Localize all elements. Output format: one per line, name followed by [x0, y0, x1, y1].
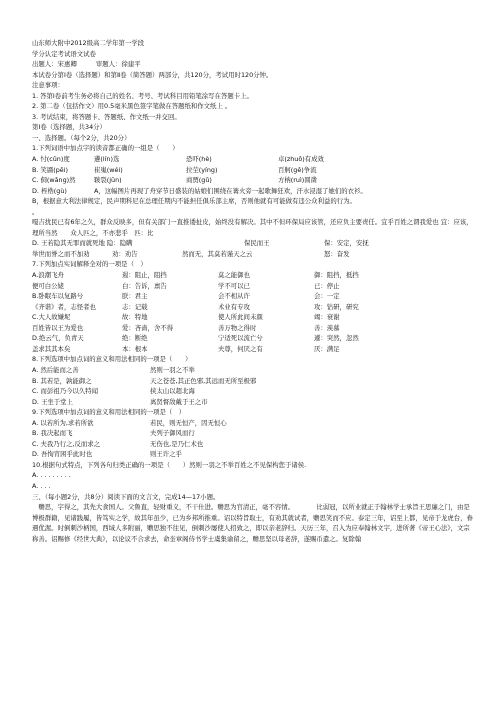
option-row — [32, 333, 474, 344]
option-row — [32, 428, 474, 439]
option-row — [32, 238, 474, 249]
option-row — [32, 449, 474, 460]
option-row — [32, 186, 474, 197]
reading-passage: 赡思，字得之，其先大食国人。父鲁直，轻财重义，不干仕进。赡思为官清正，毫不容情。 比弱冠，以所业就正于翰林学士承旨王思廉之门，由是博极群籍，见诸践履，皆笃实之学，故其年虽少，已为乡邦所推重。诏以特旨取士，有劝其就试者，赡思笑而不应。泰定三年，诏至上都，见帝于龙虎台，眷遇优渥。时倒刺沙柄国，西域人多附丽，赡思独不往见，倒刺沙屡使人招致之，即以亲老辞归。天历三年，召入为应奉翰林文字，进所著《帝王心法》，文宗称善。诏赐修《经世大典》，以论议不合求去，命奎章阁侍书学士虞集谕留之，赡思坚以母老辞，遂赐币遣之。复除翰 — [32, 503, 473, 543]
option-cell: A. 然后能而之善 — [32, 365, 79, 374]
option-cell: 会不相从许 — [218, 292, 250, 301]
statement-b: B，根据意大利法律规定，民声期科尼在总理任期内不能担任俱乐部主席，否则他就有可能做有违公众利益的行为。 — [32, 197, 356, 206]
option-cell: 已：停止 — [314, 281, 340, 290]
question-9: 9.下列选项中加点词的意义和用法相同的一项是（ ） — [32, 408, 186, 417]
answer-a-dots: A. . . . . . . . . — [32, 471, 71, 480]
option-cell: 保民而王 — [244, 239, 270, 248]
option-cell: C.大人故嫌坭 — [32, 313, 71, 322]
option-cell: 然而无，其莫若谨天之云 — [182, 249, 253, 258]
option-cell: 攻：钻研，研究 — [314, 302, 359, 311]
option-cell: B.卧眠车以复路兮 — [32, 292, 84, 301]
option-cell: 宁适死以流亡兮 — [218, 334, 263, 343]
option-cell: 卓(zhuō)有成效 — [278, 155, 324, 164]
option-cell: 便可白公姥 — [32, 281, 64, 290]
option-cell: 《齐谐》者，志怪者也 — [32, 302, 96, 311]
option-row — [32, 323, 474, 334]
option-cell: 莫之能御也 — [218, 271, 250, 280]
notes-heading: 注意事项： — [32, 81, 64, 90]
option-cell: 天之苍苍,其正色邪,其远而无所至极邪 — [150, 376, 257, 385]
option-cell: 无伤也,是乃仁术也 — [150, 439, 204, 448]
option-cell: 离贤督敌戴于王之市 — [150, 397, 208, 406]
option-row — [32, 418, 474, 429]
option-cell: 厌：满足 — [314, 344, 340, 353]
option-row — [32, 270, 474, 281]
option-cell: D.绝云气，负青天 — [32, 334, 84, 343]
question-1: 1.下列词语中加点字的读音都正确的一组是（ ） — [32, 144, 179, 153]
option-cell: 夫尊，何厌之有 — [218, 344, 263, 353]
option-cell: 商贾(gǔ) — [186, 176, 212, 185]
option-row — [32, 291, 474, 302]
answer-a-dots-short: A. . . . — [32, 481, 51, 490]
option-cell: 会：一定 — [314, 292, 340, 301]
option-cell: 夫列子御风而行 — [150, 429, 195, 438]
option-cell: B. 我决起而飞 — [32, 429, 73, 438]
option-cell: C. 而彭祖乃今以久特闻 — [32, 387, 99, 396]
option-cell: 挟太山以超北海 — [150, 387, 195, 396]
option-cell: 举世而誉之而不加劝 — [32, 249, 90, 258]
option-cell: A，这幅图片再现了舟穿节日盛装的姑娘们围绕在篝火旁一起歌舞狂欢，汗水浸湿了她们的衣衫。 — [94, 186, 367, 195]
option-row — [32, 439, 474, 450]
option-row — [32, 312, 474, 323]
option-cell: 若民，则无恒产，因无恒心 — [150, 418, 227, 427]
option-cell: 善：羡慕 — [314, 323, 340, 332]
note-1: 1. 答第Ⅰ卷前考生务必将自己的姓名、考号、考试科目用铅笔涂写在答题卡上。 — [32, 91, 253, 100]
question-10: 10.根据句式特点，下列各句归类正确的一项是（ ）然则一羽之不举百姓之不见保构您于诸侯. — [32, 460, 307, 469]
option-cell: D. 王若隐其无罪而就死地 隐：隐瞒 — [32, 239, 133, 248]
option-cell: B. 笑靥(pēi) — [32, 165, 68, 174]
option-row — [32, 365, 474, 376]
option-cell: C. 侗(wǎng)然 — [32, 176, 76, 185]
option-cell: 学不可以已 — [218, 281, 250, 290]
option-cell: 志：记载 — [122, 302, 148, 311]
option-cell: 皲裂(jūn) — [94, 176, 122, 185]
option-cell: 然则一羽之不举 — [150, 365, 195, 374]
section-three-heading: 三、（每小题2分，共8分）阅读下面的文言文，完成14—17小题。 — [32, 492, 220, 501]
option-cell: D. 桎梏(gù) — [32, 186, 67, 195]
option-row — [32, 165, 474, 176]
question-7: 7.下列加点实词解释全对的一项是（ ） — [32, 260, 147, 269]
option-cell: 故：特地 — [122, 313, 148, 322]
option-row — [32, 281, 474, 292]
option-cell: 绝：断绝 — [122, 334, 148, 343]
option-row — [32, 397, 474, 408]
option-cell: 御：阻挡，抵挡 — [314, 271, 359, 280]
option-cell: 遽：突然，忽然 — [314, 334, 359, 343]
option-cell: 朕：君主 — [122, 292, 148, 301]
option-cell: 白：告诉，禀告 — [122, 281, 167, 290]
option-cell: 遏：阻止，阻挡 — [122, 271, 167, 280]
option-row — [32, 302, 474, 313]
option-row — [32, 249, 474, 260]
option-cell: 百姓皆以王为爱也 — [32, 323, 84, 332]
header-school: 山东师大附中2012级高二学年第一学段 — [32, 39, 145, 47]
option-cell: 保：安定，安抚 — [324, 239, 369, 248]
option-row — [32, 386, 474, 397]
option-cell: 恐吓(hè) — [186, 155, 212, 164]
option-cell: 盖求其其本矣 — [32, 344, 71, 353]
option-cell: 劝：劝告 — [112, 249, 138, 258]
option-cell: 则王许之乎 — [150, 450, 182, 459]
header-title: 学分认定考试语文试卷 — [32, 49, 96, 58]
option-cell: 使人所此间未颜 — [218, 313, 263, 322]
option-row — [32, 344, 474, 355]
option-row — [32, 154, 474, 165]
option-cell: 术业有专攻 — [218, 302, 250, 311]
option-cell: A. 忖(cǔn)度 — [32, 155, 70, 164]
option-cell: A.浪潮飞舟 — [32, 271, 64, 280]
option-cell: 遴(lín)选 — [94, 155, 120, 164]
option-cell: A. 以若所为,求若所欲 — [32, 418, 94, 427]
choice-heading: 一、选择题。（每个2分，共20分） — [32, 133, 131, 142]
exam-intro: 本试卷分第Ⅰ卷（选择题）和第Ⅱ卷（简答题）两部分，共120分，考试用时120分钟。 — [32, 70, 273, 79]
option-cell: 竭：衰谢 — [314, 313, 340, 322]
option-cell: 百舸(gě)争流 — [278, 165, 317, 174]
option-row — [32, 376, 474, 387]
option-cell: 怒：奋发 — [324, 249, 350, 258]
statement-c: 嘎吉扰民已有6年之久，群众反映多，但有关部门一直推诿扯皮，始终没有解决。其中不但环保局应该管，还应负主要责任。宜乎百姓之谓我爱也 宜：应该，理所当然 众人匹之，不亦悲乎 匹：比 — [32, 218, 473, 237]
option-cell: 爱：吝啬，舍不得 — [122, 323, 174, 332]
option-cell: B. 其若是，孰能御之 — [32, 376, 92, 385]
note-3: 3. 考试结束，将答题卡、答题纸、作文纸一并交回。 — [32, 112, 181, 121]
section-one-heading: 第Ⅰ卷（选择题，共34分） — [32, 123, 106, 132]
note-2: 2. 第二卷（包括作文）用0.5毫米黑色签字笔做在答题纸和作文纸上 。 — [32, 102, 232, 111]
option-cell: D. 王坐于堂上 — [32, 397, 73, 406]
stray-mark: 。 — [32, 207, 39, 216]
option-cell: 崔嵬(wéi) — [94, 165, 123, 174]
question-8: 8.下列选项中加点词的意义和用法相同的一项是（ ） — [32, 355, 192, 364]
option-cell: C. 夫我乃行之,反而求之 — [32, 439, 101, 448]
option-cell: D. 吾恂宵困乎此时也 — [32, 450, 93, 459]
option-cell: 本：根本 — [122, 344, 148, 353]
header-authors: 出题人：宋惠卿 审题人：徐建平 — [32, 60, 141, 69]
option-cell: 善万物之得时 — [218, 323, 257, 332]
option-cell: 拉茔(yíng) — [186, 165, 218, 174]
option-row — [32, 175, 474, 186]
option-cell: 方枘(ruì)圆凿 — [278, 176, 318, 185]
